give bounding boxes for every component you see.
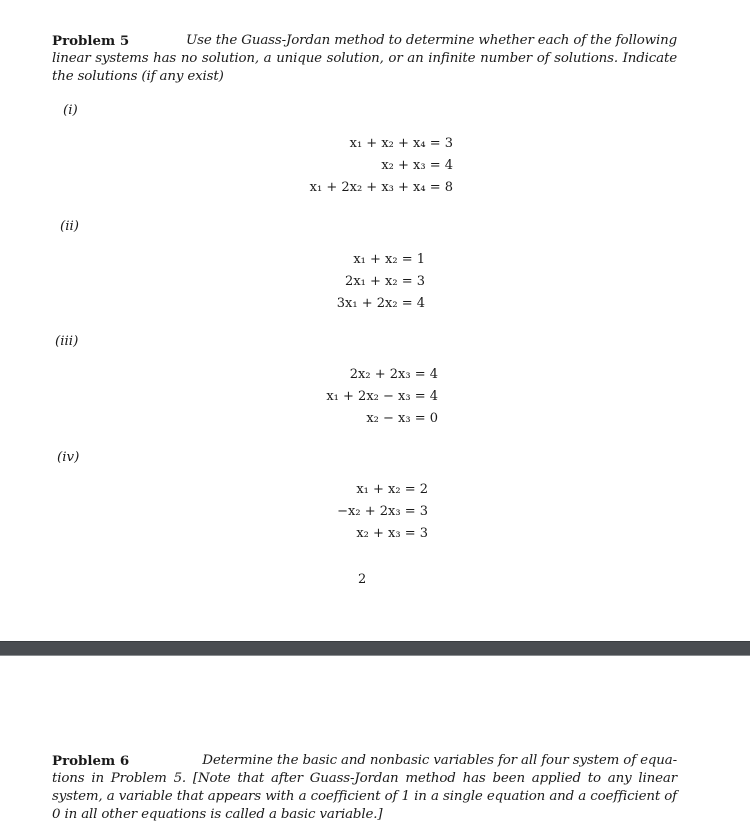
part-ii-label: (ii): [60, 219, 80, 234]
problem-6-statement: [52, 752, 677, 824]
part-i-equation-3: x₁ + 2x₂ + x₃ + x₄ = 8: [309, 180, 453, 195]
page-number: 2: [358, 572, 367, 587]
part-ii-equation-2: 2x₁ + x₂ = 3: [345, 274, 425, 289]
part-iii-label: (iii): [55, 334, 79, 349]
problem-6-first-line: [52, 752, 677, 770]
problem-5-title: Problem 5: [52, 33, 130, 49]
problem-6-lead-text: Determine the basic and nonbasic variables for all four system of equa-: [202, 753, 677, 768]
part-iii-equation-1: 2x₂ + 2x₃ = 4: [349, 367, 438, 382]
part-iv-equation-3: x₂ + x₃ = 3: [356, 526, 428, 541]
part-iv-label: (iv): [57, 450, 80, 465]
part-ii-equation-1: x₁ + x₂ = 1: [353, 252, 425, 267]
page-separator: [0, 641, 750, 656]
part-iii-equation-2: x₁ + 2x₂ − x₃ = 4: [326, 389, 438, 404]
pdf-page-3: [0, 656, 750, 833]
problem-6-body-text: tions in Problem 5. [Note that after Guass-Jordan method has been applied to any linear system, a variable that appears with a coefficient of 1 in a single equation and a coefficient of 0 in all other equations is called a basic variable.]: [52, 771, 677, 822]
problem-5-body-text: linear systems has no solution, a unique solution, or an infinite number of solutions. Indicate the solutions (if any exist): [52, 51, 677, 84]
part-i-equation-2: x₂ + x₃ = 4: [381, 158, 453, 173]
part-iii-equation-3: x₂ − x₃ = 0: [366, 411, 438, 426]
part-i-label: (i): [63, 103, 78, 118]
problem-6-title: Problem 6: [52, 753, 130, 769]
part-i-equation-1: x₁ + x₂ + x₄ = 3: [349, 136, 453, 151]
part-iv-equation-2: −x₂ + 2x₃ = 3: [337, 504, 428, 519]
problem-5-statement: [52, 32, 677, 86]
part-iv-equation-1: x₁ + x₂ = 2: [356, 482, 428, 497]
problem-5-lead-text: Use the Guass-Jordan method to determine whether each of the following: [185, 33, 677, 48]
problem-5-first-line: [52, 32, 677, 50]
part-ii-equation-3: 3x₁ + 2x₂ = 4: [336, 296, 425, 311]
